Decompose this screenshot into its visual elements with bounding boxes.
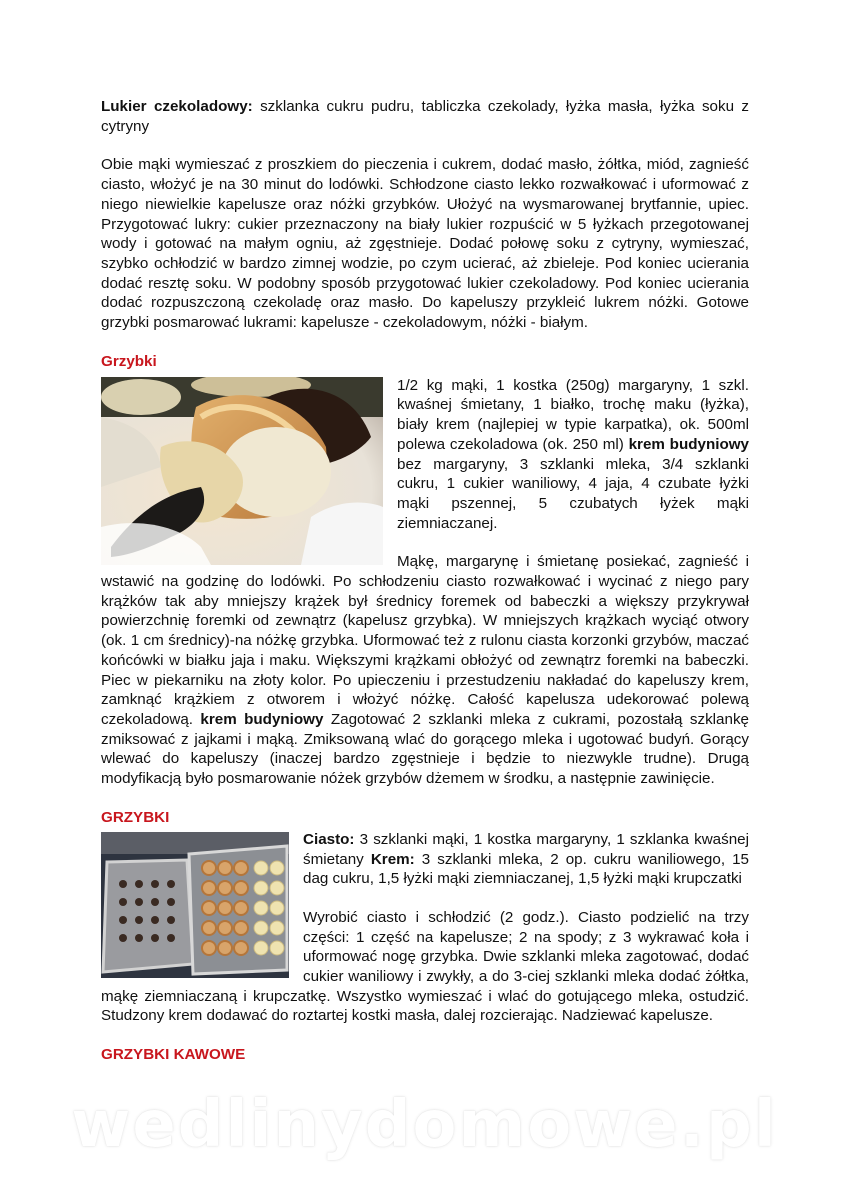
section2-ingredients: Ciasto: 3 szklanki mąki, 1 kostka margaryny, 1 szklanka kwaśnej śmietany Krem: 3 szklanki mleka, 2 op. cukru waniliowego, 15 dag cukru, 1,5 łyżki mąki ziemniaczanej, 1,5 łyżki mąki krupczatki: [303, 830, 749, 888]
lukier-ingredients: [101, 97, 749, 136]
mushroom-cookies-photo: [101, 377, 383, 565]
document-page: [101, 97, 749, 1065]
section1-ingredients: 1/2 kg mąki, 1 kostka (250g) margaryny, 1 szkl. kwaśnej śmietany, 1 białko, trochę maku (łyżka), biały krem (najlepiej w typie karpatka), ok. 500ml polewa czekoladowa (ok. 250 ml) krem budyniowy bez margaryny, 3 szklanki mleka, 3/4 szklanki cukru, 1 cukier waniliowy, 4 jaja, 4 czubate łyżki mąki pszennej, 5 czubatych łyżek mąki ziemniaczanej.: [397, 376, 749, 532]
lukier-text: szklanka cukru pudru, tabliczka czekolady, łyżka masła, łyżka soku z cytryny: [101, 98, 750, 135]
section1-method: Mąkę, margarynę i śmietanę posiekać, zagnieść i wstawić na godzinę do lodówki. Po schłodzeniu ciasto rozwałkować i wycinać z niego pary krążków tak aby mniejszy krążek był średnicy foremek od babeczki a większy przykrywał powierzchnię foremki od zewnątrz (kapelusz grzybka). W mniejszych krążkach wyciąć otwory (ok. 1 cm średnicy)-na nóżkę grzybka. Uformować też z rulonu ciasta korzonki grzybów, maczać końcówki w białku jaja i maku. Większymi krążkami obłożyć od zewnątrz foremki na babeczki. Piec w piekarniku na złoty kolor. Po upieczeniu i przestudzeniu nakładać do kapeluszy krem, zamknąć krążkiem z otworem i włożyć nóżkę. Całość kapelusza udekorować polewą czekoladową. krem budyniowy Zagotować 2 szklanki mleka z cukrami, pozostałą szklankę zmiksować z jajkami i mąką. Zmiksowaną wlać do gorącego mleka i ugotować budyń. Gorący wlewać do kapeluszy (inaczej bardzo zgęstnieje i będzie to niezwykle trudne). Drugą modyfikacją było posmarowanie nóżek grzybów dżemem w środku, a następnie zawinięcie.: [101, 553, 749, 788]
section1-title: Grzybki: [101, 352, 157, 370]
section0-method: Obie mąki wymieszać z proszkiem do pieczenia i cukrem, dodać masło, żółtka, miód, zagnieść ciasto, włożyć je na 30 minut do lodówki. Schłodzone ciasto lekko rozwałkować i uformować z niego niewielkie kapelusze oraz nóżki grzybków. Ułożyć na wysmarowanej brytfannie, upiec. Przygotować lukry: cukier przeznaczony na biały lukier rozpuścić w 5 łyżkach przegotowanej wody i gotować na małym ogniu, aż zgęstnieje. Dodać połowę soku z cytryny, wymieszać, szybko ochłodzić w bardzo zimnej wodzie, po czym ucierać, aż zbieleje. Pod koniec ucierania dodać resztę soku. W podobny sposób przygotować lukier czekoladowy. Pod koniec ucierania dodać rozpuszczoną czekoladę oraz masło. Do kapeluszy przykleić lukrem nóżki. Gotowe grzybki posmarować lukrami: kapelusze - czekoladowym, nóżki - białym.: [101, 156, 749, 332]
section3-title: GRZYBKI KAWOWE: [101, 1046, 246, 1064]
section2-title: GRZYBKI: [101, 808, 170, 826]
baking-trays-photo: [101, 832, 289, 978]
site-watermark: wedlinydomowe.pl: [71, 1088, 778, 1162]
lukier-label: Lukier czekoladowy:: [101, 98, 253, 115]
section2-method: Wyrobić ciasto i schłodzić (2 godz.). Ciasto podzielić na trzy części: 1 część na kapelusze; 2 na spody; z 3 wykrawać koła i uformować nogę grzybka. Dwie szklanki mleka zagotować, dodać cukier waniliowy i zwykły, a do 3-ciej szklanki mleka dodać żółtka, mąkę ziemniaczaną i krupczatkę. Wszystko wymieszać i wlać do gotującego mleka, ostudzić. Studzony krem dodawać do roztartej kostki masła, dalej rozcierając. Nadziewać kapelusze.: [101, 908, 749, 1025]
